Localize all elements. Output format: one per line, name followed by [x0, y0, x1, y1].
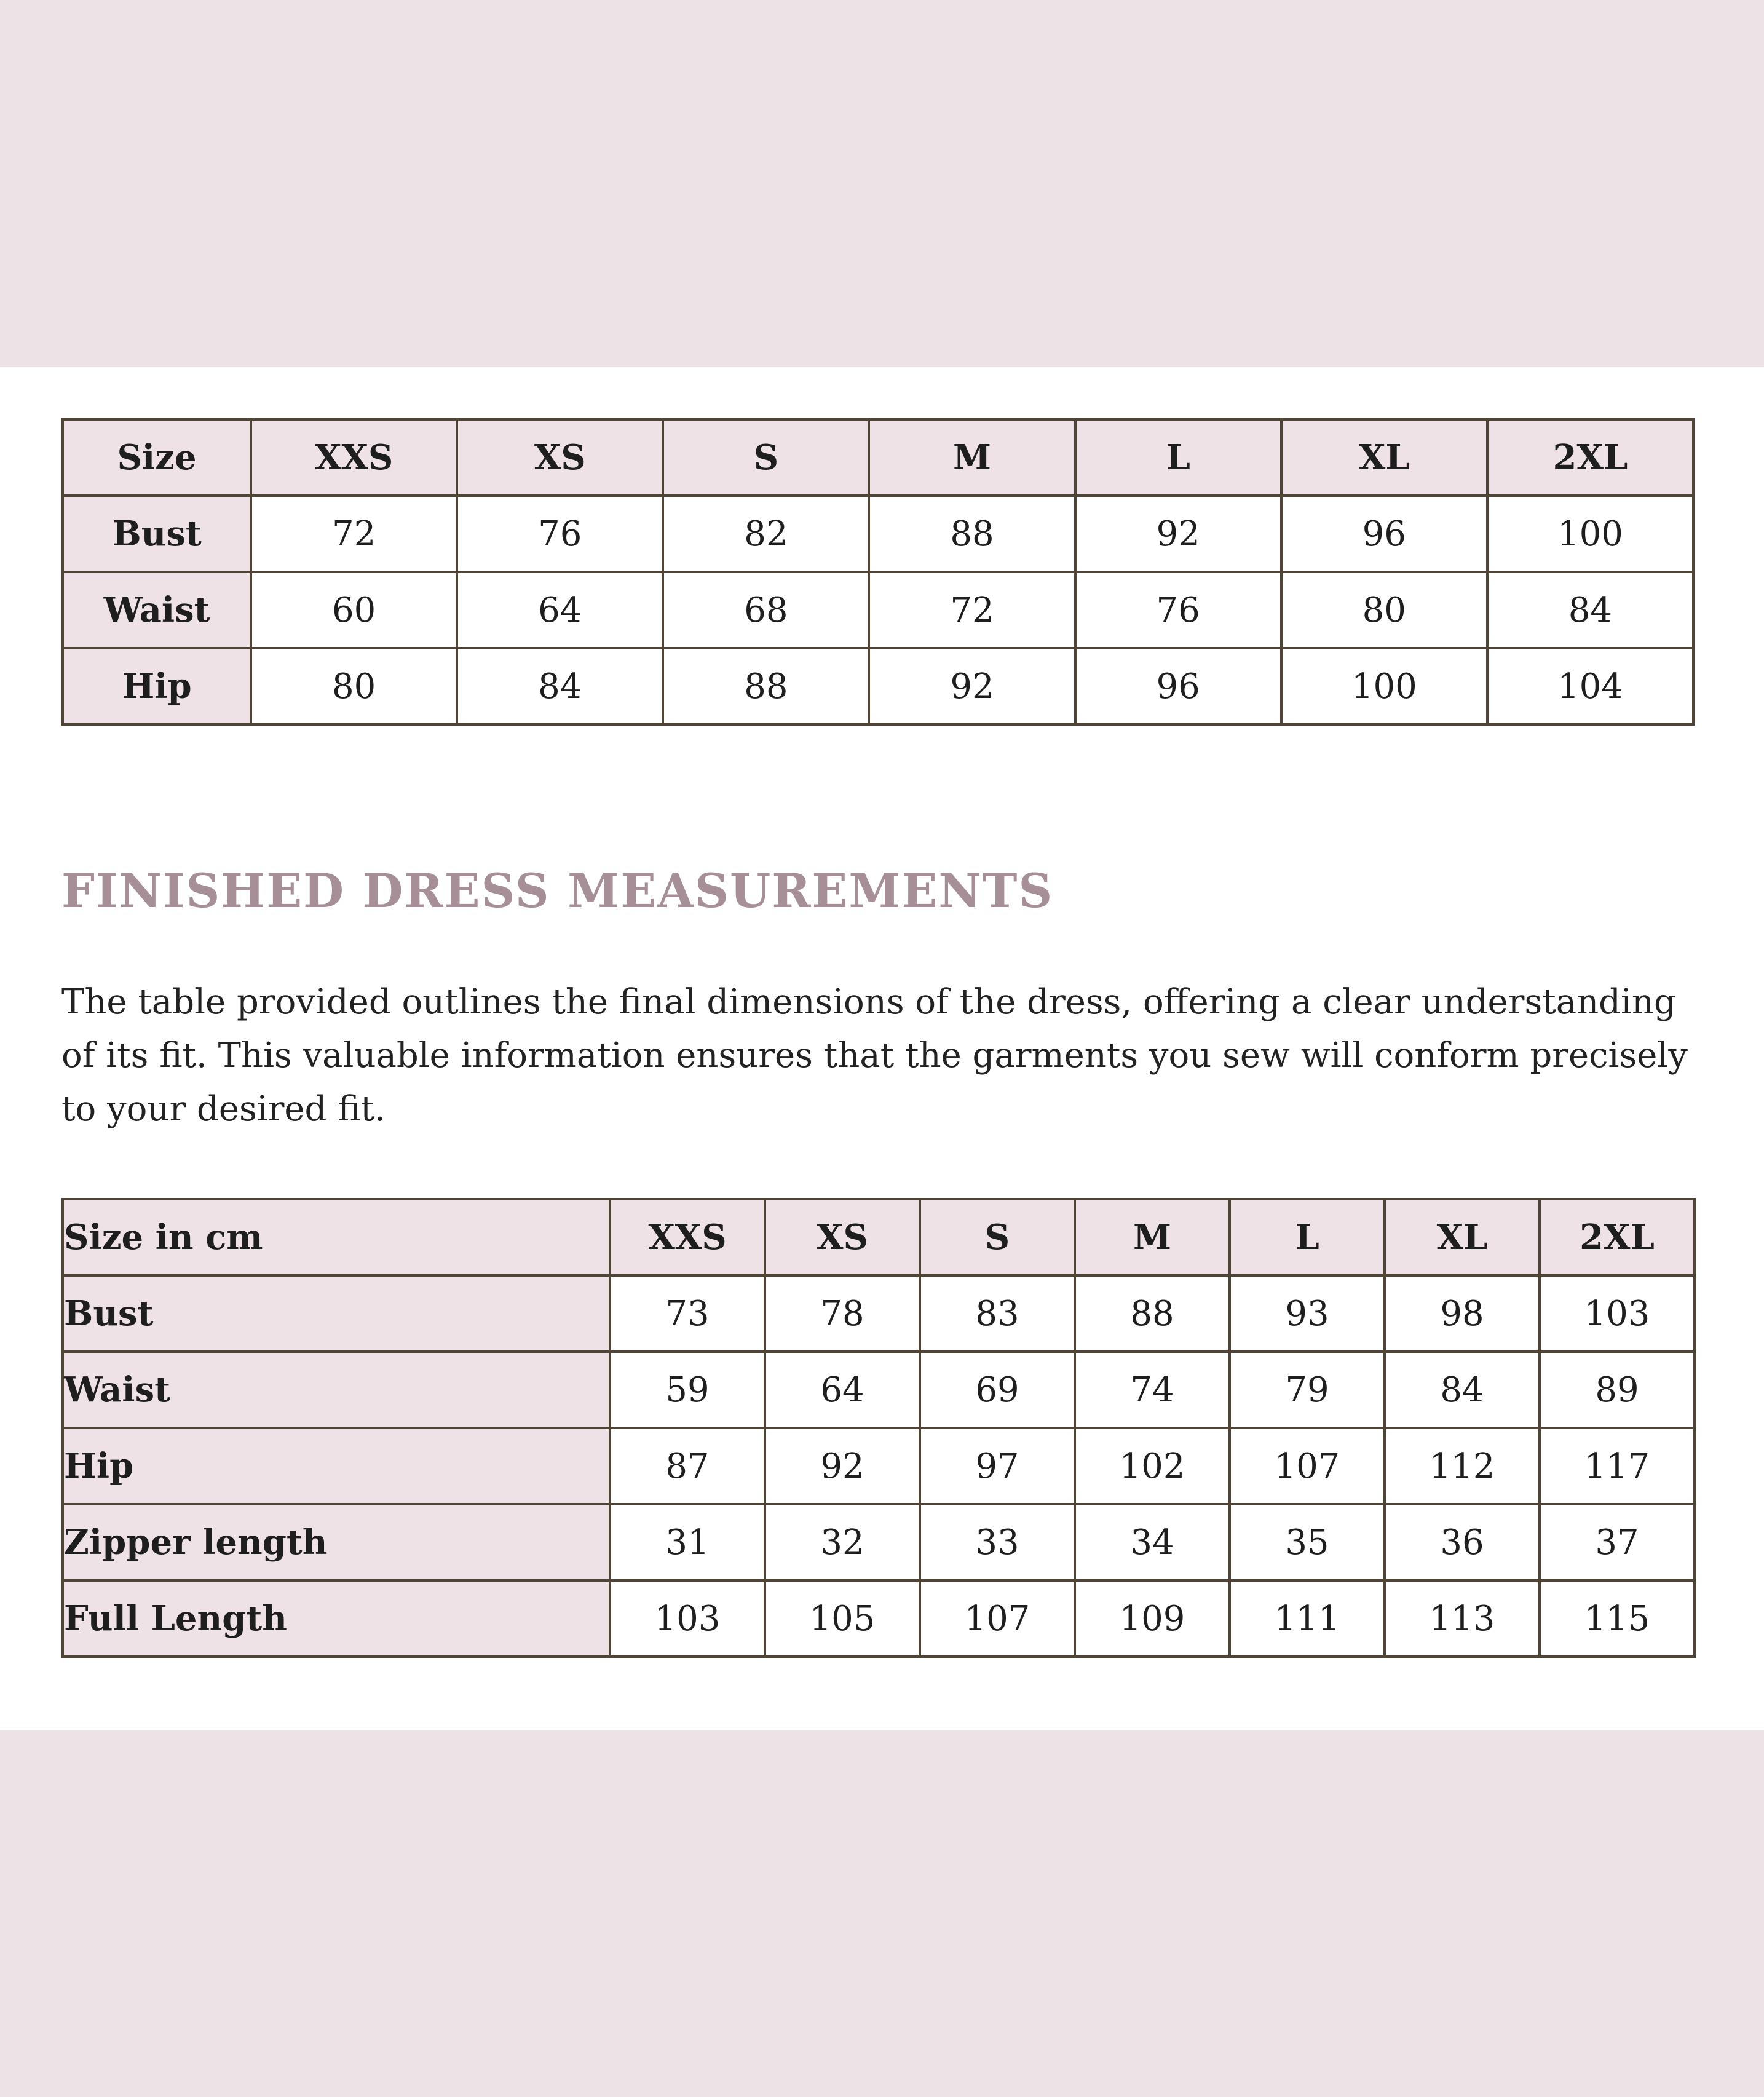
- table-cell: 31: [610, 1504, 765, 1580]
- table-cell: 84: [1487, 572, 1693, 648]
- table-row: [63, 572, 1693, 648]
- table-cell: 103: [1540, 1275, 1695, 1352]
- table-row: [63, 1504, 1695, 1580]
- table-cell: 88: [1075, 1275, 1230, 1352]
- table-corner-cell: Size in cm: [63, 1199, 610, 1275]
- table-cell: 105: [765, 1580, 920, 1657]
- table-header-row: [63, 419, 1693, 496]
- table-cell: 74: [1075, 1352, 1230, 1428]
- table-cell: 32: [765, 1504, 920, 1580]
- table-cell: 64: [765, 1352, 920, 1428]
- table-cell: 100: [1281, 648, 1487, 724]
- size-column-header: XL: [1385, 1199, 1540, 1275]
- row-label: Zipper length: [63, 1504, 610, 1580]
- table-cell: 68: [663, 572, 869, 648]
- body-size-table: [61, 418, 1695, 726]
- size-column-header: M: [869, 419, 1075, 496]
- table-cell: 33: [920, 1504, 1075, 1580]
- table-cell: 83: [920, 1275, 1075, 1352]
- size-column-header: XXS: [251, 419, 457, 496]
- table-row: [63, 1580, 1695, 1657]
- size-column-header: L: [1075, 419, 1281, 496]
- document-page: [0, 367, 1764, 1730]
- row-label: Hip: [63, 648, 251, 724]
- finished-measurements-table: [61, 1198, 1696, 1658]
- table-corner-cell: Size: [63, 419, 251, 496]
- table-cell: 88: [663, 648, 869, 724]
- row-label: Waist: [63, 1352, 610, 1428]
- size-column-header: 2XL: [1487, 419, 1693, 496]
- table-row: [63, 648, 1693, 724]
- table-cell: 36: [1385, 1504, 1540, 1580]
- row-label: Hip: [63, 1428, 610, 1504]
- table-cell: 72: [251, 496, 457, 572]
- row-label: Waist: [63, 572, 251, 648]
- table-cell: 93: [1230, 1275, 1385, 1352]
- table-cell: 88: [869, 496, 1075, 572]
- table-cell: 97: [920, 1428, 1075, 1504]
- table-cell: 37: [1540, 1504, 1695, 1580]
- table-cell: 79: [1230, 1352, 1385, 1428]
- table-cell: 92: [765, 1428, 920, 1504]
- size-column-header: S: [920, 1199, 1075, 1275]
- table-row: [63, 1352, 1695, 1428]
- table-cell: 104: [1487, 648, 1693, 724]
- table-cell: 82: [663, 496, 869, 572]
- size-column-header: S: [663, 419, 869, 496]
- table-cell: 72: [869, 572, 1075, 648]
- table-cell: 115: [1540, 1580, 1695, 1657]
- table-cell: 76: [457, 496, 663, 572]
- table-row: [63, 496, 1693, 572]
- table-cell: 92: [869, 648, 1075, 724]
- table-cell: 117: [1540, 1428, 1695, 1504]
- table-cell: 98: [1385, 1275, 1540, 1352]
- table-cell: 107: [1230, 1428, 1385, 1504]
- table-cell: 103: [610, 1580, 765, 1657]
- table-cell: 64: [457, 572, 663, 648]
- size-column-header: XXS: [610, 1199, 765, 1275]
- table-cell: 35: [1230, 1504, 1385, 1580]
- table-cell: 96: [1075, 648, 1281, 724]
- row-label: Bust: [63, 1275, 610, 1352]
- table-cell: 80: [251, 648, 457, 724]
- table-cell: 34: [1075, 1504, 1230, 1580]
- table-row: [63, 1275, 1695, 1352]
- intro-paragraph: The table provided outlines the final dimensions of the dress, offering a clear understanding of its fit. This valuable information ensures that the garments you sew will conform precisely to your desired fit.: [61, 982, 1688, 1129]
- table-cell: 78: [765, 1275, 920, 1352]
- table-cell: 107: [920, 1580, 1075, 1657]
- section-title: FINISHED DRESS MEASUREMENTS: [61, 863, 1054, 918]
- table-cell: 60: [251, 572, 457, 648]
- table-cell: 84: [1385, 1352, 1540, 1428]
- table-cell: 100: [1487, 496, 1693, 572]
- size-column-header: L: [1230, 1199, 1385, 1275]
- table-cell: 92: [1075, 496, 1281, 572]
- table-cell: 76: [1075, 572, 1281, 648]
- table-cell: 84: [457, 648, 663, 724]
- size-column-header: XL: [1281, 419, 1487, 496]
- table-cell: 96: [1281, 496, 1487, 572]
- table-row: [63, 1428, 1695, 1504]
- size-column-header: XS: [765, 1199, 920, 1275]
- table-header-row: [63, 1199, 1695, 1275]
- table-cell: 112: [1385, 1428, 1540, 1504]
- size-column-header: M: [1075, 1199, 1230, 1275]
- table-cell: 73: [610, 1275, 765, 1352]
- row-label: Full Length: [63, 1580, 610, 1657]
- table-cell: 109: [1075, 1580, 1230, 1657]
- table-cell: 89: [1540, 1352, 1695, 1428]
- size-column-header: 2XL: [1540, 1199, 1695, 1275]
- size-column-header: XS: [457, 419, 663, 496]
- table-cell: 69: [920, 1352, 1075, 1428]
- table-cell: 111: [1230, 1580, 1385, 1657]
- table-cell: 80: [1281, 572, 1487, 648]
- table-cell: 102: [1075, 1428, 1230, 1504]
- table-cell: 87: [610, 1428, 765, 1504]
- row-label: Bust: [63, 496, 251, 572]
- table-cell: 59: [610, 1352, 765, 1428]
- table-cell: 113: [1385, 1580, 1540, 1657]
